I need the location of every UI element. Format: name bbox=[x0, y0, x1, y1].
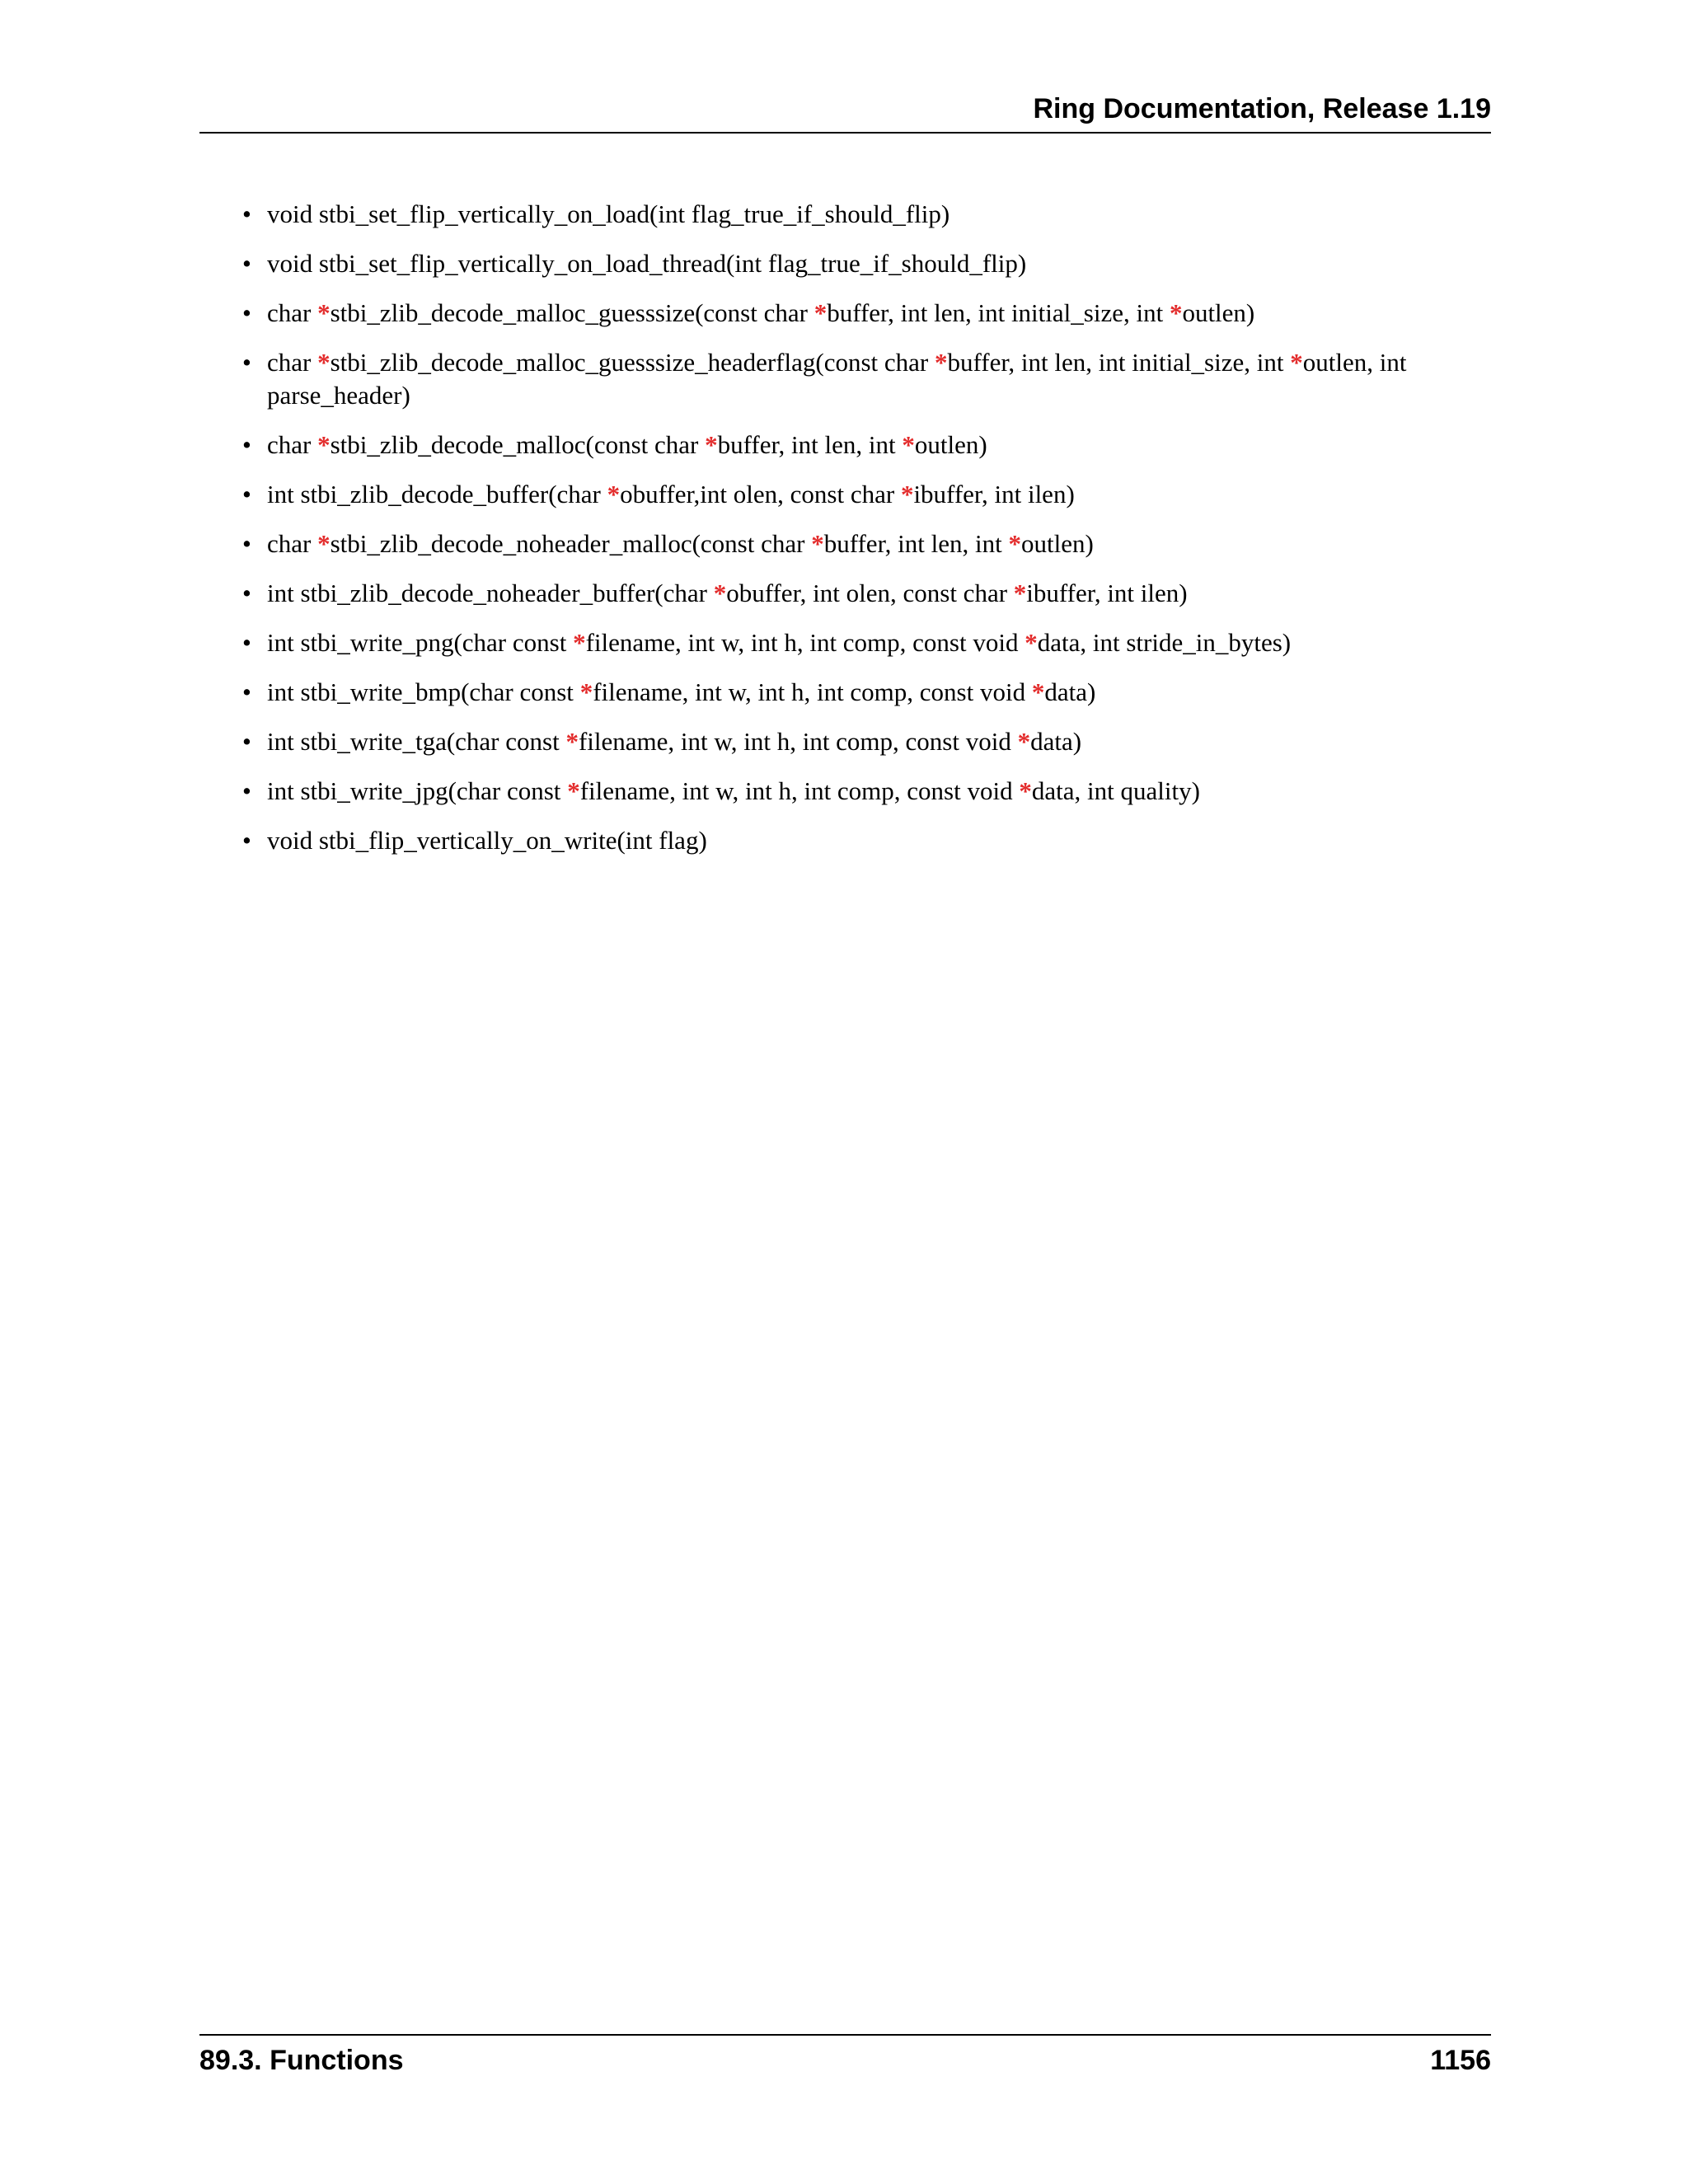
section-title: 89.3. Functions bbox=[199, 2045, 404, 2076]
bullet-marker: • bbox=[242, 826, 251, 855]
signature-text: obuffer, int olen, const char bbox=[726, 579, 1014, 607]
function-item bbox=[242, 198, 1491, 231]
signature-text: buffer, int len, int initial_size, int bbox=[947, 348, 1291, 377]
function-item bbox=[242, 577, 1491, 610]
pointer-asterisk: * bbox=[811, 529, 824, 558]
bullet-marker: • bbox=[242, 298, 251, 327]
bullet-marker: • bbox=[242, 727, 251, 756]
function-item bbox=[242, 725, 1491, 758]
bullet-marker: • bbox=[242, 430, 251, 459]
signature-text: filename, int w, int h, int comp, const void bbox=[593, 677, 1032, 706]
signature-text: buffer, int len, int initial_size, int bbox=[827, 298, 1170, 327]
pointer-asterisk: * bbox=[567, 776, 580, 805]
pointer-asterisk: * bbox=[317, 529, 331, 558]
bullet-marker: • bbox=[242, 677, 251, 706]
page-header bbox=[199, 89, 1491, 134]
pointer-asterisk: * bbox=[579, 677, 593, 706]
signature-text: int stbi_zlib_decode_noheader_buffer(char bbox=[267, 579, 714, 607]
function-item bbox=[242, 676, 1491, 709]
function-item bbox=[242, 824, 1491, 857]
pointer-asterisk: * bbox=[565, 727, 579, 756]
signature-text: stbi_zlib_decode_noheader_malloc(const char bbox=[330, 529, 812, 558]
pointer-asterisk: * bbox=[1025, 628, 1038, 657]
pointer-asterisk: * bbox=[934, 348, 948, 377]
pointer-asterisk: * bbox=[1019, 776, 1032, 805]
bullet-marker: • bbox=[242, 199, 251, 228]
signature-text: buffer, int len, int bbox=[717, 430, 903, 459]
signature-text: data) bbox=[1044, 677, 1096, 706]
signature-text: int stbi_write_jpg(char const bbox=[267, 776, 568, 805]
signature-text: stbi_zlib_decode_malloc_guesssize(const char bbox=[330, 298, 814, 327]
bullet-marker: • bbox=[242, 776, 251, 805]
signature-text: char bbox=[267, 348, 318, 377]
pointer-asterisk: * bbox=[1169, 298, 1183, 327]
signature-text: char bbox=[267, 298, 318, 327]
document-title: Ring Documentation, Release 1.19 bbox=[1033, 93, 1491, 124]
pointer-asterisk: * bbox=[317, 298, 331, 327]
signature-text: void stbi_set_flip_vertically_on_load_thread(int flag_true_if_should_flip) bbox=[267, 249, 1027, 278]
pointer-asterisk: * bbox=[607, 480, 621, 509]
signature-text: int stbi_write_png(char const bbox=[267, 628, 574, 657]
pointer-asterisk: * bbox=[705, 430, 718, 459]
signature-text: filename, int w, int h, int comp, const void bbox=[585, 628, 1025, 657]
pointer-asterisk: * bbox=[1008, 529, 1021, 558]
signature-text: char bbox=[267, 430, 318, 459]
pointer-asterisk: * bbox=[573, 628, 586, 657]
bullet-marker: • bbox=[242, 348, 251, 377]
signature-text: stbi_zlib_decode_malloc_guesssize_headerflag(const char bbox=[330, 348, 935, 377]
bullet-marker: • bbox=[242, 579, 251, 607]
signature-text: outlen) bbox=[914, 430, 987, 459]
signature-text: obuffer,int olen, const char bbox=[620, 480, 901, 509]
signature-text: buffer, int len, int bbox=[823, 529, 1009, 558]
page-number: 1156 bbox=[1430, 2045, 1491, 2076]
pointer-asterisk: * bbox=[1290, 348, 1303, 377]
function-item bbox=[242, 775, 1491, 808]
signature-text: ibuffer, int ilen) bbox=[1026, 579, 1188, 607]
function-item bbox=[242, 478, 1491, 511]
pointer-asterisk: * bbox=[902, 430, 915, 459]
bullet-marker: • bbox=[242, 249, 251, 278]
function-item bbox=[242, 626, 1491, 659]
signature-text: int stbi_write_tga(char const bbox=[267, 727, 566, 756]
signature-text: outlen) bbox=[1182, 298, 1255, 327]
signature-text: void stbi_flip_vertically_on_write(int flag) bbox=[267, 826, 707, 855]
pointer-asterisk: * bbox=[1017, 727, 1031, 756]
signature-text: data, int stride_in_bytes) bbox=[1037, 628, 1292, 657]
pointer-asterisk: * bbox=[713, 579, 727, 607]
signature-text: int stbi_zlib_decode_buffer(char bbox=[267, 480, 607, 509]
pointer-asterisk: * bbox=[1031, 677, 1045, 706]
pointer-asterisk: * bbox=[814, 298, 828, 327]
pointer-asterisk: * bbox=[1013, 579, 1027, 607]
signature-text: char bbox=[267, 529, 318, 558]
function-item bbox=[242, 346, 1491, 412]
pointer-asterisk: * bbox=[317, 430, 331, 459]
bullet-marker: • bbox=[242, 628, 251, 657]
function-item bbox=[242, 297, 1491, 330]
signature-text: filename, int w, int h, int comp, const void bbox=[579, 776, 1020, 805]
signature-text: outlen) bbox=[1020, 529, 1094, 558]
signature-text: outlen, int parse_header) bbox=[267, 348, 1407, 410]
page-footer bbox=[199, 2034, 1491, 2085]
signature-text: filename, int w, int h, int comp, const void bbox=[578, 727, 1018, 756]
signature-text: data, int quality) bbox=[1031, 776, 1200, 805]
signature-text: void stbi_set_flip_vertically_on_load(int flag_true_if_should_flip) bbox=[267, 199, 950, 228]
signature-text: ibuffer, int ilen) bbox=[913, 480, 1075, 509]
function-item bbox=[242, 247, 1491, 280]
signature-text: data) bbox=[1030, 727, 1082, 756]
signature-text: stbi_zlib_decode_malloc(const char bbox=[330, 430, 706, 459]
pointer-asterisk: * bbox=[900, 480, 914, 509]
signature-text: int stbi_write_bmp(char const bbox=[267, 677, 580, 706]
bullet-marker: • bbox=[242, 480, 251, 509]
function-item bbox=[242, 527, 1491, 560]
function-list bbox=[242, 198, 1491, 874]
function-item bbox=[242, 429, 1491, 462]
bullet-marker: • bbox=[242, 529, 251, 558]
pointer-asterisk: * bbox=[317, 348, 331, 377]
